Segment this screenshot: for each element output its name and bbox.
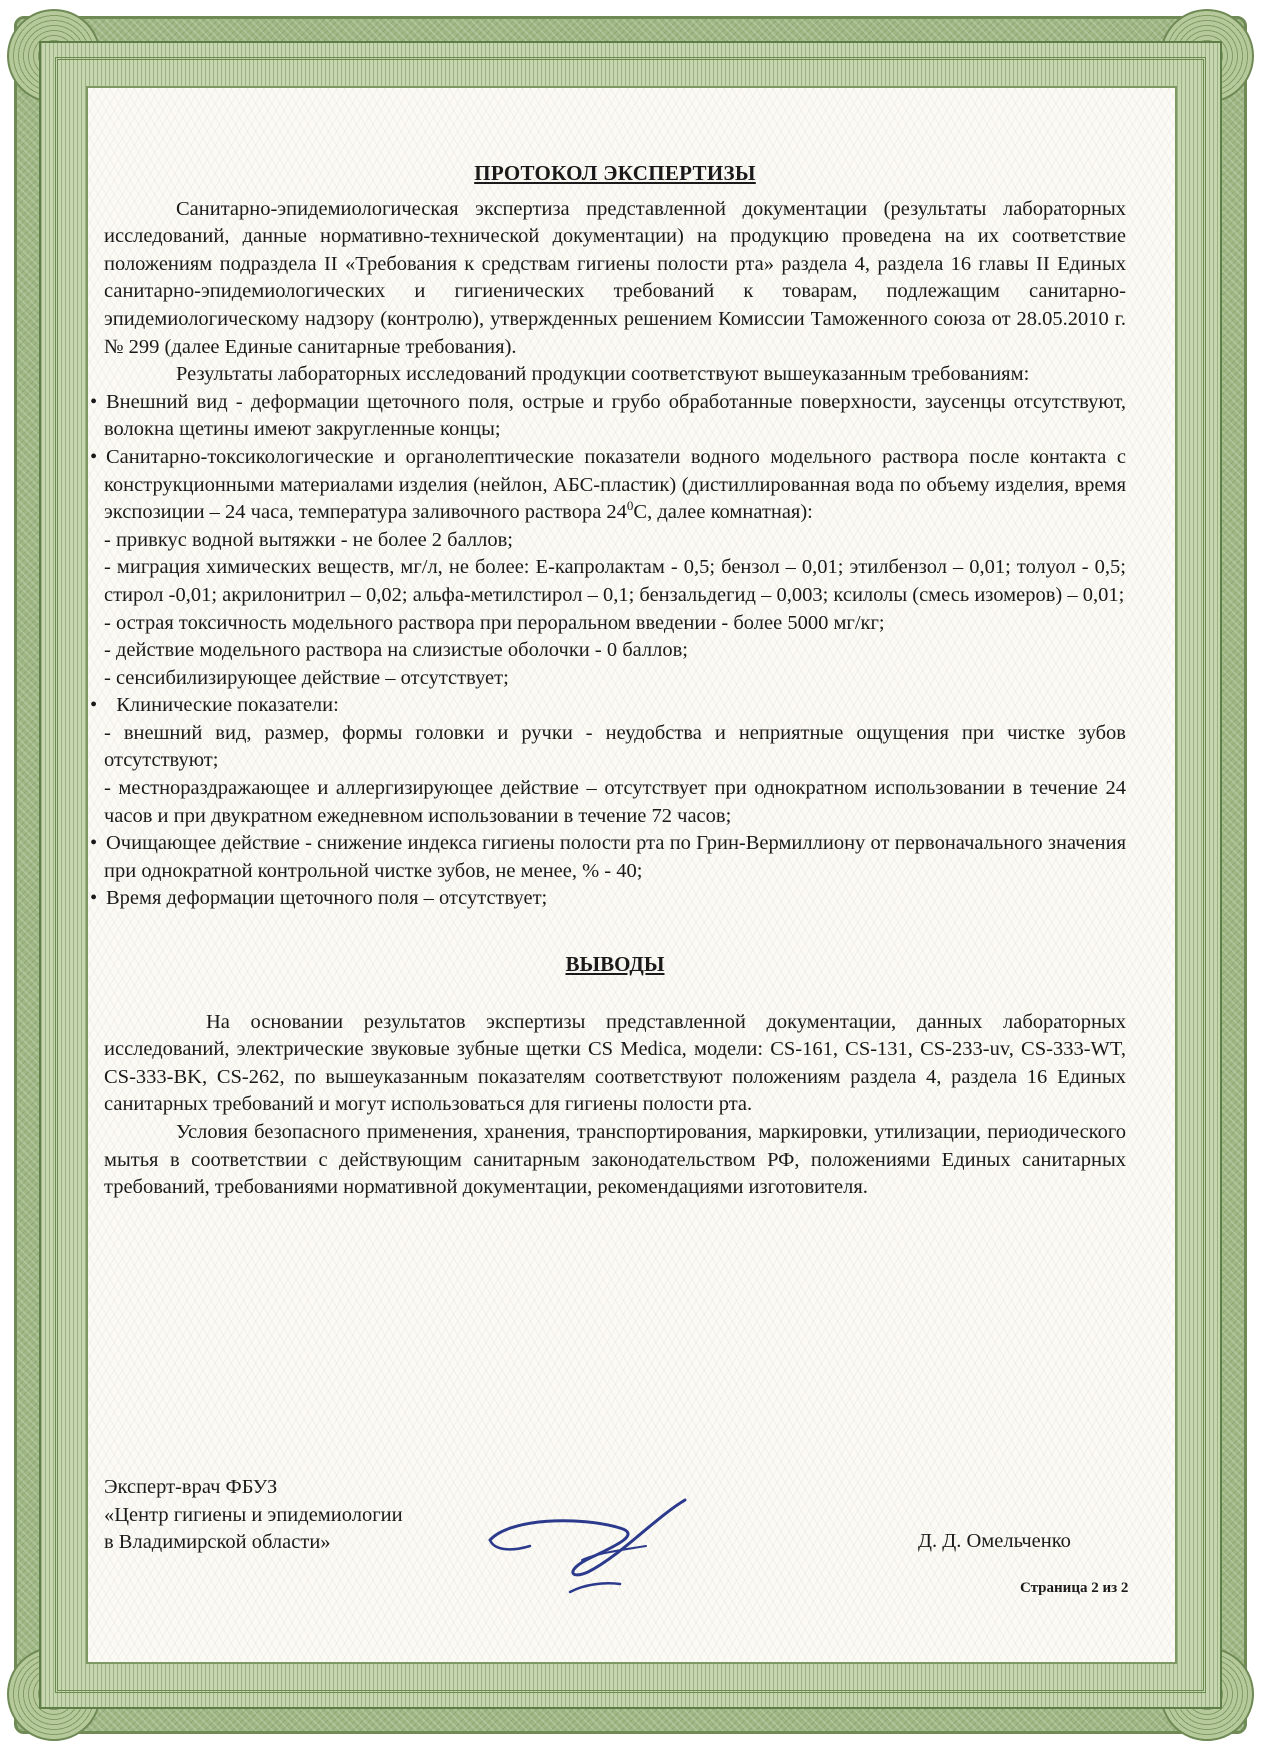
document-body xyxy=(90,160,1126,1202)
bullet-toxicology xyxy=(90,444,1126,527)
expert-block xyxy=(104,1474,403,1557)
bullet-deformation xyxy=(90,885,1126,913)
list-item: - сенсибилизирующее действие – отсутствует; xyxy=(104,666,509,689)
conclusion-paragraph: На основании результатов экспертизы представленной документации, данных лабораторных исследований, электрические звуковые зубные щетки CS Medica, модели: CS-161, CS-131, CS-233-uv, CS-333-WT, CS-333-BK, CS-262, по вышеуказанным показателям соответствуют положениям раздела 4, раздела 16 Единых санитарных требований и могут использоваться для гигиены полости рта. xyxy=(104,1010,1126,1116)
list-item: - действие модельного раствора на слизистые оболочки - 0 баллов; xyxy=(104,639,688,662)
list-item: - местнораздражающее и аллергизирующее действие – отсутствует при однократном использовании в течение 24 часов и при двукратном ежедневном использовании в течение 72 часов; xyxy=(104,777,1126,827)
bullet-text: Санитарно-токсикологические и органолептические показатели водного модельного раствора после контакта с конструкционными материалами изделия (нейлон, АБС-пластик) (дистиллированная вода по объему изделия, время экспозиции – 24 часа, температура заливочного раствора 24 xyxy=(104,445,1126,524)
bullet-cleaning xyxy=(90,830,1126,885)
bullet-dot-icon: • xyxy=(90,390,98,413)
page-number: Страница 2 из 2 xyxy=(1020,1580,1129,1596)
expert-organization: «Центр гигиены и эпидемиологии xyxy=(104,1503,403,1526)
bullet-clinical xyxy=(90,692,1126,720)
expert-region: в Владимирской области» xyxy=(104,1531,331,1554)
bullet-text: Клинические показатели: xyxy=(116,694,339,717)
handwritten-signature xyxy=(470,1488,710,1598)
results-paragraph: Результаты лабораторных исследований продукции соответствуют вышеуказанным требованиям: xyxy=(176,363,1030,386)
expert-title: Эксперт-врач ФБУЗ xyxy=(104,1476,278,1498)
bullet-appearance xyxy=(90,389,1126,444)
document-title: ПРОТОКОЛ ЭКСПЕРТИЗЫ xyxy=(474,161,756,185)
bullet-text: Время деформации щеточного поля – отсутствует; xyxy=(106,887,548,910)
degree-superscript: 0 xyxy=(626,498,634,514)
expert-name: Д. Д. Омельченко xyxy=(918,1530,1071,1552)
conditions-paragraph: Условия безопасного применения, хранения, транспортирования, маркировки, утилизации, периодического мытья в соответствии с действующим санитарным законодательством РФ, положениями Единых санитарных требований, требованиями нормативной документации, рекомендациями изготовителя. xyxy=(104,1121,1126,1199)
bullet-dot-icon: • xyxy=(90,832,98,855)
list-item: - миграция химических веществ, мг/л, не более: Е-капролактам - 0,5; бензол – 0,01; этилбензол – 0,01; толуол - 0,5; стирол -0,01; акрилонитрил – 0,02; альфа-метилстирол – 0,1; бензальдегид – 0,003; ксилолы (смесь изомеров) – 0,01; xyxy=(104,556,1126,606)
bullet-dot-icon: • xyxy=(90,887,98,910)
list-item: - внешний вид, размер, формы головки и ручки - неудобства и неприятные ощущения при чистке зубов отсутствуют; xyxy=(104,721,1126,772)
bullet-dot-icon: • xyxy=(90,445,98,468)
bullet-text: Очищающее действие - снижение индекса гигиены полости рта по Грин-Вермиллиону от первоначального значения при однократной контрольной чистке зубов, не менее, % - 40; xyxy=(104,832,1126,882)
conclusions-title: ВЫВОДЫ xyxy=(565,952,665,977)
bullet-dot-icon: • xyxy=(90,694,98,717)
bullet-text: Внешний вид - деформации щеточного поля, острые и грубо обработанные поверхности, заусенцы отсутствуют, волокна щетины имеют закругленные концы; xyxy=(104,390,1126,441)
intro-paragraph: Санитарно-эпидемиологическая экспертиза представленной документации (результаты лабораторных исследований, данные нормативно-технической документации) на продукцию проведена на их соответствие положениям подраздела II «Требования к средствам гигиены полости рта» раздела 4, раздела 16 главы II Единых санитарно-эпидемиологических и гигиенических требований к товарам, подлежащим санитарно-эпидемиологическому надзору (контролю), утвержденных решением Комиссии Таможенного союза от 28.05.2010 г. № 299 (далее Единые санитарные требования). xyxy=(104,197,1126,358)
bullet-text: С, далее комнатная): xyxy=(633,501,813,524)
list-item: - привкус водной вытяжки - не более 2 баллов; xyxy=(104,528,513,551)
list-item: - острая токсичность модельного раствора при пероральном введении - более 5000 мг/кг; xyxy=(104,611,885,634)
